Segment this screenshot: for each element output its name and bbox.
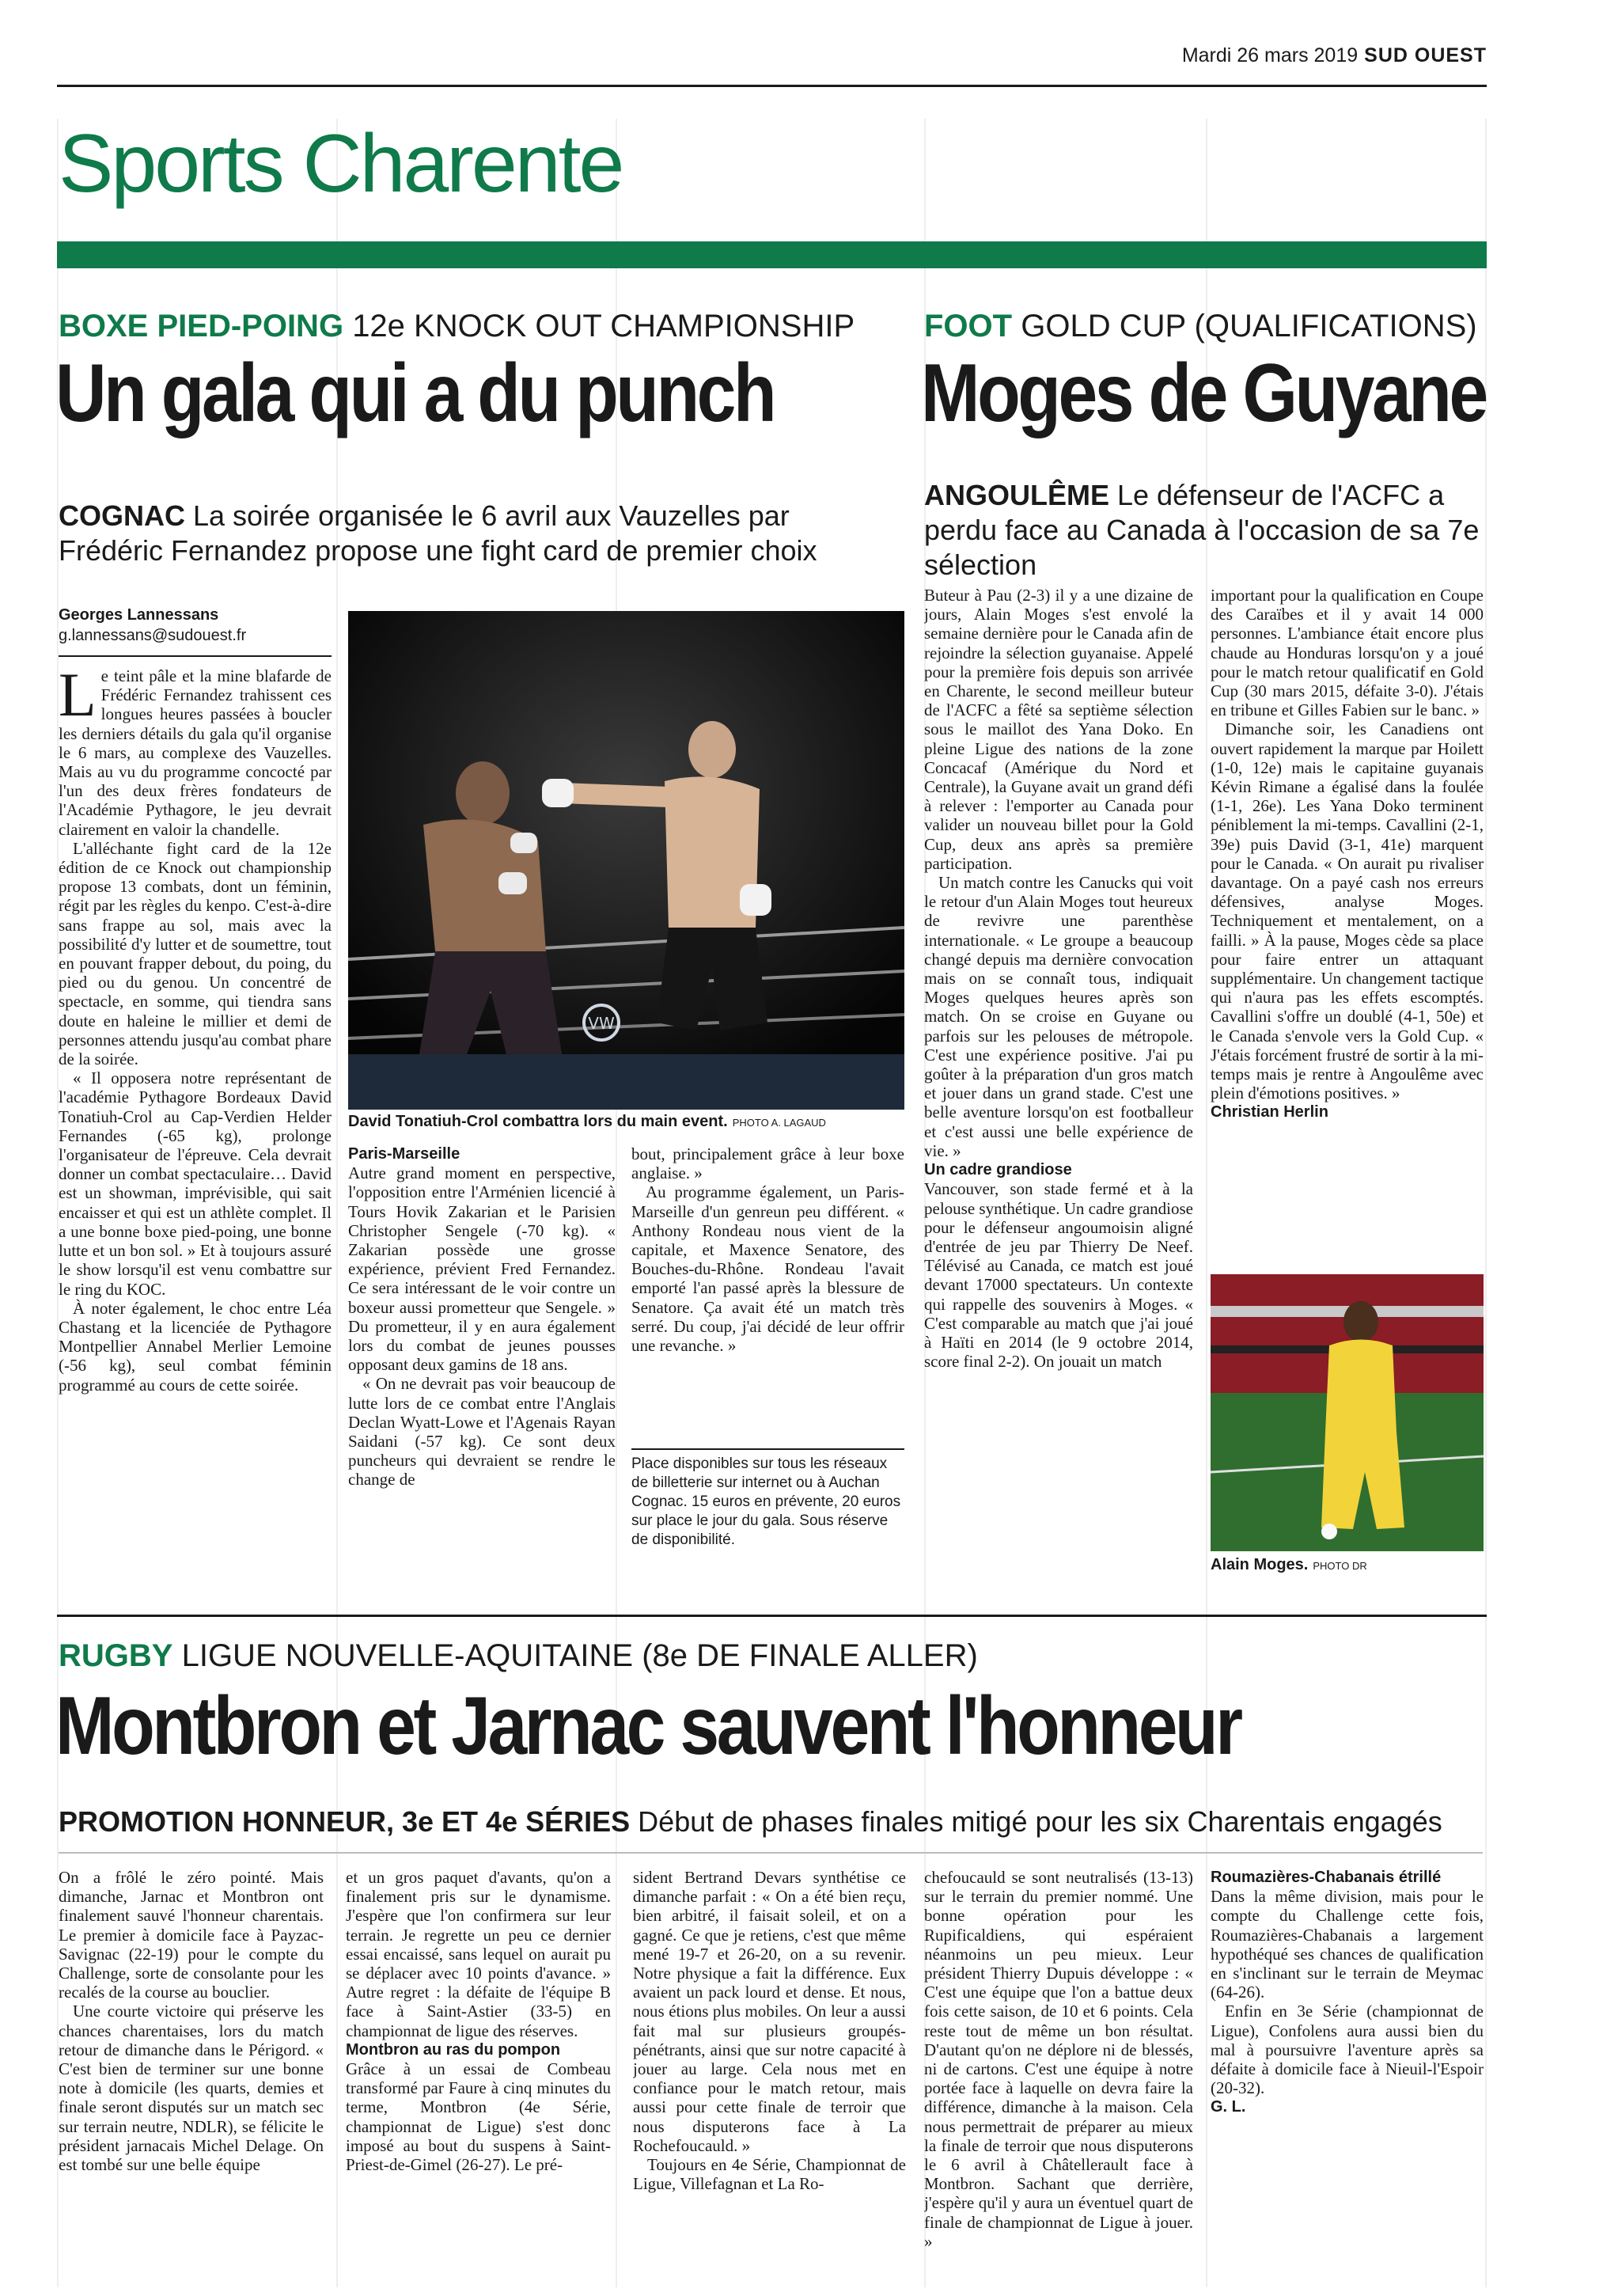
rugby-kicker <box>59 1638 978 1674</box>
byline-rule <box>59 655 332 657</box>
boxe-kicker <box>59 309 855 344</box>
masthead-rule <box>57 85 1487 87</box>
paragraph: Au programme également, un Paris-Marseille d'un genreun peu différent. « Anthony Rondeau nous vient de la capitale, et Maxence Senatore, des Bouches-du-Rhône. Rondeau l'avait emporté l'an passé après la blessure de Senatore. Ça avait été un match très serré. Du coup, j'ai décidé de leur offrir une revanche. » <box>631 1182 904 1356</box>
subheading: Un cadre grandiose <box>924 1161 1072 1179</box>
boxing-photo <box>348 611 904 1110</box>
column-guide <box>1206 119 1207 2287</box>
caption-text: Alain Moges. <box>1211 1556 1309 1573</box>
subheading: Roumazières-Chabanais étrillé <box>1211 1869 1442 1886</box>
column-guide <box>616 119 617 2287</box>
paragraph: Un match contre les Canucks qui voit le retour d'un Alain Moges tout heureux de revivre une parenthèse internationale. « Le groupe a beaucoup changé depuis ma dernière convocation mais on se connaît tous, indiquait Moges quelques heures après son match. On se croise en Guyane ou parfois sur les pelouses de métropole. C'est une expérience positive. J'ai pu goûter à la préparation d'un gros match et jouer dans un grand stade. C'est une belle aventure lorsqu'on est footballeur et c'est aussi une belle expérience de vie. » <box>924 873 1193 1160</box>
section-bar <box>57 241 1487 268</box>
paragraph: Enfin en 3e Série (championnat de Ligue), Confolens aura aussi bien du mal à poursuivre l'aventure après sa défaite à domicile face à Nieuil-l'Espoir (20-32). <box>1211 2002 1484 2098</box>
rugby-column-2 <box>346 1868 611 2271</box>
boxe-column-3 <box>631 1144 904 1437</box>
svg-text:VW: VW <box>588 1014 615 1033</box>
rugby-headline: Montbron et Jarnac sauvent l'honneur <box>55 1680 1241 1772</box>
paragraph: À noter également, le choc entre Léa Chastang et la licenciée de Pythagore Montpellier Annabel Merlier Lemoine (-56 kg), seul combat féminin programmé au cours de cette soirée. <box>59 1298 332 1395</box>
foot-kicker-event: GOLD CUP (QUALIFICATIONS) <box>1021 309 1477 343</box>
foot-photo-caption <box>1211 1556 1367 1574</box>
signature: Christian Herlin <box>1211 1103 1328 1121</box>
signature: G. L. <box>1211 2098 1246 2116</box>
boxe-column-1 <box>59 666 332 1600</box>
issue-date: Mardi 26 mars 2019 <box>1181 44 1359 66</box>
rugby-lead <box>59 1805 1483 1839</box>
rugby-column-4 <box>924 1868 1193 2271</box>
rugby-column-3 <box>633 1868 906 2271</box>
foot-lead <box>924 478 1486 583</box>
subheading: Montbron au ras du pompon <box>346 2040 561 2059</box>
section-title: Sports Charente <box>59 118 623 210</box>
paragraph: « On ne devrait pas voir beaucoup de lutte lors de ce combat entre l'Anglais Declan Wyatt-Lowe et l'Agenais Rayan Saidani (-57 kg). Ce sont deux puncheurs qui devraient se rendre le change de <box>348 1374 616 1490</box>
caption-text: David Tonatiuh-Crol combattra lors du main event. <box>348 1113 728 1130</box>
rugby-kicker-sport: RUGBY <box>59 1638 173 1673</box>
paragraph: Grâce à un essai de Combeau transformé par Faure à cinq minutes du terme, Montbron (4e Série, championnat de Ligue) s'est donc imposé au bout du suspens à Saint-Priest-de-Gimel (26-27). Le pré- <box>346 2059 611 2175</box>
paragraph: Autre grand moment en perspective, l'opposition entre l'Arménien licencié à Tours Hovik Zakarian et le Parisien Christopher Sengele (-70 kg). « Zakarian possède une grosse expérience, prévient Fred Fernandez. Ce sera intéressant de le voir contre un boxeur aussi prometteur que Sengele. » Du prometteur, il y en aura également lors du combat de jeunes pousses opposant deux gamins de 18 ans. <box>348 1163 616 1375</box>
author-name: Georges Lannessans <box>59 606 219 624</box>
masthead <box>1182 44 1487 67</box>
paragraph: On a frôlé le zéro pointé. Mais dimanche, Jarnac et Montbron ont finalement sauvé l'honneur charentais. Le premier à domicile face à Payzac-Savignac (22-19) pour le compte du Challenge, sorte de consolante pour les recalés de la course au bouclier. <box>59 1868 324 2002</box>
photo-credit: PHOTO A. LAGAUD <box>732 1117 826 1129</box>
boxe-headline: Un gala qui a du punch <box>55 347 775 439</box>
rugby-column-1 <box>59 1868 324 2271</box>
boxe-column-2 <box>348 1144 616 1603</box>
paragraph: Dans la même division, mais pour le compte du Challenge cette fois, Roumazières-Chabanais a largement hypothéqué ses chances de qualification en s'inclinant sur le terrain de Meymac (64-26). <box>1211 1887 1484 2002</box>
author-email: g.lannessans@sudouest.fr <box>59 627 247 644</box>
ticket-info: Place disponibles sur tous les réseaux de billetterie sur internet ou à Auchan Cognac. 15 euros en prévente, 20 euros sur place le jour du gala. Sous réserve de disponibilité. <box>631 1455 901 1548</box>
paragraph: L'alléchante fight card de la 12e édition de ce Knock out championship propose 13 combats, dont un féminin, régit par les règles du kenpo. C'est-à-dire sans frappe au sol, mais avec la possibilité d'y lutter et de soumettre, tout en pouvant frapper debout, du poing, du pied ou du genou. Un concentré de spectacle, en somme, qui tiendra sans doute en haleine le millier et demi de personnes attendu jusqu'au combat phare de la soirée. <box>59 838 332 1069</box>
boxe-kicker-event: 12e KNOCK OUT CHAMPIONSHIP <box>352 309 855 343</box>
photo-credit: PHOTO DR <box>1313 1560 1367 1572</box>
foot-kicker <box>924 309 1477 344</box>
paragraph: Buteur à Pau (2-3) il y a une dizaine de jours, Alain Moges s'est envolé la semaine dernière pour le Canada afin de rejoindre la sélection guyanaise. Appelé pour la première fois depuis son arrivée en Charente, le second meilleur buteur de l'ACFC a fêté sa septième sélection sous le maillot des Yana Doko. En pleine Ligue des nations de la zone Concacaf (Amérique du Nord et Centrale), la Guyane avait un grand défi à relever : l'emporter au Canada pour valider un nouveau billet pour la Gold Cup, deux ans après sa première participation. <box>924 586 1193 873</box>
paragraph: chefoucauld se sont neutralisés (13-13) sur le terrain du premier nommé. Une bonne opération pour les Rupificaldiens, qui espéraient néanmoins un peu mieux. Leur président Thierry Dupuis développe : « C'est une équipe que l'on a battue deux fois cette saison, de 10 et 6 points. Cela reste tout de même un bon résultat. D'autant qu'on ne déplore ni de blessés, ni de cartons. C'est une équipe à notre portée face à laquelle on devra faire la différence, dimanche à la maison. Cela nous permettrait de préparer au mieux la finale de terroir que nous disputerons le 6 avril à Châtellerault face à Montbron. Sachant que derrière, j'espère qu'il y aura un éventuel quart de finale de championnat de Ligue à jouer. » <box>924 1868 1193 2251</box>
boxe-kicker-sport: BOXE PIED-POING <box>59 309 344 343</box>
paragraph: sident Bertrand Devars synthétise ce dimanche parfait : « On a été bien reçu, bien arbitré, il faisait soleil, et on a gagné. Ce que je retiens, c'est que même mené 19-7 et 26-20, on a su revenir. Notre physique a fait la différence. Eux avaient un pack lourd et dense. Et nous, nous étions plus mobiles. On leur a aussi fait mal sur plusieurs groupés-pénétrants, ainsi que sur notre capacité à jouer au large. Cela nous met en confiance pour le match retour, mais aussi pour cette finale de terroir que nous disputerons face à La Rochefoucauld. » <box>633 1868 906 2155</box>
paragraph: Une courte victoire qui préserve les chances charentaises, lors du match retour de dimanche dans le Périgord. « C'est bien de terminer sur une bonne note à domicile (les quarts, demies et finale seront disputés sur un match sec sur terrain neutre, NDLR), se félicite le président jarnacais Michel Delage. On est tombé sur une belle équipe <box>59 2002 324 2175</box>
foot-headline: Moges de Guyane <box>921 347 1486 439</box>
boxe-byline <box>59 605 246 646</box>
rugby-column-5 <box>1211 1868 1484 2271</box>
boxe-lead <box>59 499 897 568</box>
paragraph: e teint pâle et la mine blafarde de Frédéric Fernandez trahissent ces longues heures passées à boucler les derniers détails du gala qu'il organise le 6 mars, au complexe des Vauzelles. Mais au vu du programme concocté par l'un des deux frères fondateurs de l'Académie Pythagore, le jeu devrait clairement en valoir la chandelle. <box>59 666 332 839</box>
rugby-lead-place: PROMOTION HONNEUR, 3e ET 4e SÉRIES <box>59 1805 631 1838</box>
paragraph: Dimanche soir, les Canadiens ont ouvert rapidement la marque par Hoilett (1-0, 12e) mais le capitaine guyanais Kévin Rimane a égalisé dans la foulée (1-1, 26e). Les Yana Doko terminent péniblement la mi-temps. Cavallini (2-1, 39e) puis David (3-1, 41e) marquent pour le Canada. « On aurait pu rivaliser davantage. On a payé cash nos erreurs défensives, analyse Moges. Techniquement et mentalement, on a failli. » À la pause, Moges cède sa place pour faire entrer un attaquant supplémentaire. Un changement tactique qui n'aura pas les effets escomptés. Cavallini s'offre un doublé (4-1, 50e) et le Canada s'envole vers la Gold Cup. « J'étais forcément frustré de sortir à la mi-temps mais je rentre à Angoulême avec plein d'émotions positives. » <box>1211 719 1484 1103</box>
foot-column-2 <box>1211 586 1484 1235</box>
paragraph: Vancouver, son stade fermé et à la pelouse synthétique. Un cadre grandiose pour le défenseur angoumoisin aligné d'entrée de jeu par Thierry De Neef. Télévisé au Canada, ce match est joué devant 17000 spectateurs. Un contexte qui rappelle des souvenirs à Moges. « C'est comparable au match que j'ai joué à Haïti en 2014 (le 9 octobre 2014, score final 2-2). On jouait un match <box>924 1179 1193 1372</box>
foot-column-1 <box>924 586 1193 1559</box>
subheading: Paris-Marseille <box>348 1145 460 1163</box>
paragraph: Toujours en 4e Série, Championnat de Ligue, Villefagnan et La Ro- <box>633 2155 906 2194</box>
foot-lead-place: ANGOULÊME <box>924 479 1109 511</box>
player-photo <box>1211 1274 1484 1551</box>
paragraph: bout, principalement grâce à leur boxe anglaise. » <box>631 1144 904 1183</box>
boxe-lead-place: COGNAC <box>59 499 185 532</box>
paragraph: « Il opposera notre représentant de l'académie Pythagore Bordeaux David Tonatiuh-Crol au Cap-Verdien Helder Fernandes (-65 kg), prolonge l'organisateur de l'épreuve. Cela devrait donner un combat spectaculaire… David est un showman, imprévisible, qui sait encaisser et qui est un athlète complet. Il a une bonne boxe pied-poing, une bonne lutte et un bon sol. » Et à toujours assuré le show lorsqu'il est venu combattre sur le ring du KOC. <box>59 1068 332 1299</box>
paragraph: important pour la qualification en Coupe des Caraïbes et il y avait 14 000 personnes. L'ambiance était encore plus chaude au Honduras lorsqu'on y a joué pour le match retour qualificatif en Gold Cup (30 mars 2015, défaite 3-0). J'étais en tribune et Gilles Fabien sur le banc. » <box>1211 586 1484 720</box>
paragraph: et un gros paquet d'avants, qu'on a finalement pris sur le dynamisme. J'espère que l'on confirmera sur leur terrain. Je regrette un peu ce dernier essai encaissé, sans lequel on aurait pu se déplacer avec 10 points d'avance. » Autre regret : la défaite de l'équipe B face à Saint-Astier (33-5) en championnat de ligue des réserves. <box>346 1868 611 2040</box>
foot-kicker-sport: FOOT <box>924 309 1013 343</box>
newspaper-name: SUD OUEST <box>1364 44 1487 66</box>
lead-rule <box>59 1852 1483 1854</box>
column-guide <box>1485 119 1487 2287</box>
rugby-lead-text: Début de phases finales mitigé pour les six Charentais engagés <box>638 1805 1442 1838</box>
rugby-kicker-event: LIGUE NOUVELLE-AQUITAINE (8e DE FINALE ALLER) <box>181 1638 978 1673</box>
dropcap: L <box>59 666 97 729</box>
column-guide <box>336 119 338 2287</box>
article-divider <box>57 1615 1487 1617</box>
boxe-lead-text: La soirée organisée le 6 avril aux Vauzelles par Frédéric Fernandez propose une fight card de premier choix <box>59 499 817 567</box>
boxe-photo-caption <box>348 1113 826 1131</box>
info-rule <box>631 1448 904 1450</box>
foot-lead-text: Le défenseur de l'ACFC a perdu face au Canada à l'occasion de sa 7e sélection <box>924 479 1480 581</box>
